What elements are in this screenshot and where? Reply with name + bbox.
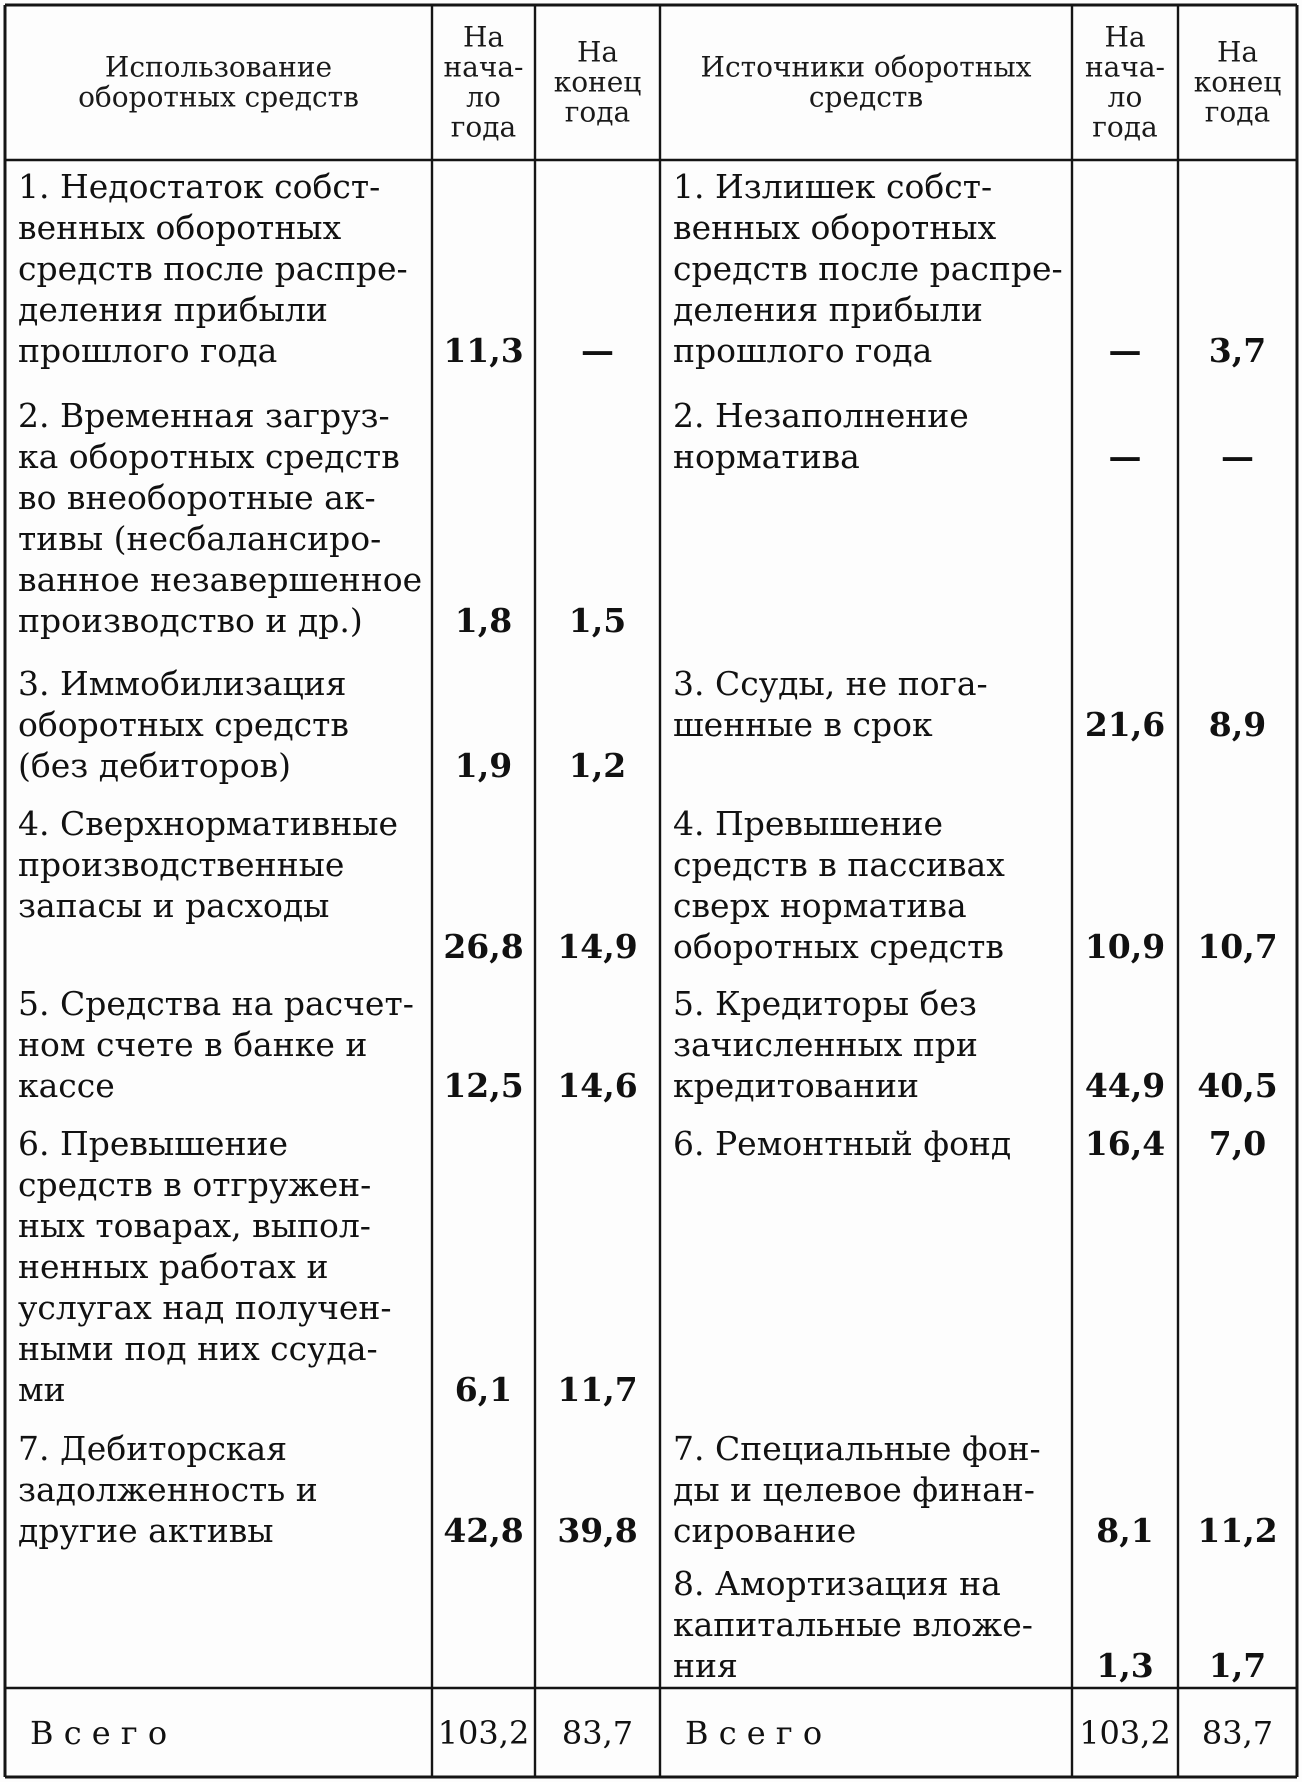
header-src-end-of-year: года [1204, 95, 1271, 129]
use-item-text: 4. Сверхнормативные [18, 804, 399, 843]
header-src-start-of-year: года [1092, 110, 1158, 144]
use-item-text: 6. Превышение [18, 1124, 288, 1163]
source-item-text: 8. Амортизация на [673, 1564, 1001, 1603]
source-item-text: кредитовании [673, 1066, 919, 1105]
use-item-text: другие активы [18, 1511, 274, 1550]
source-item-text: 1. Излишек собст- [673, 167, 993, 206]
src-start-value: — [1108, 437, 1142, 476]
use-item-text: 3. Иммобилизация [18, 664, 347, 703]
use-start-value: 26,8 [443, 927, 524, 966]
source-item-text: капитальные вложе- [673, 1605, 1033, 1644]
src-start-value: 21,6 [1084, 705, 1166, 744]
use-end-value: 14,9 [557, 927, 638, 966]
use-end-value: 11,7 [557, 1370, 638, 1409]
use-item-text: 2. Временная загруз- [18, 396, 390, 435]
source-item-text: 4. Превышение [673, 804, 943, 843]
source-item-text: ния [673, 1646, 738, 1685]
use-item-text: ка оборотных средств [18, 437, 400, 476]
use-item-text: 5. Средства на расчет- [18, 984, 414, 1023]
use-item-text: задолженность и [18, 1470, 318, 1509]
header-use-end-of-year: года [564, 95, 631, 129]
header-use-end-of-year: На [576, 35, 619, 69]
src-start-value: 44,9 [1084, 1066, 1166, 1105]
use-item-text: 1. Недостаток собст- [18, 167, 381, 206]
source-item-text: ды и целевое финан- [673, 1470, 1035, 1509]
use-end-value: 14,6 [557, 1066, 638, 1105]
use-start-value: 6,1 [454, 1370, 513, 1409]
src-end-value: 1,7 [1208, 1646, 1267, 1685]
source-item-text: 6. Ремонтный фонд [673, 1124, 1012, 1163]
use-item-text: во внеоборотные ак- [18, 478, 376, 517]
total-use-label: В с е г о [30, 1714, 168, 1752]
src-end-value: 11,2 [1197, 1511, 1278, 1550]
header-src-end-of-year: На [1216, 35, 1259, 69]
use-item-text: венных оборотных [18, 208, 342, 247]
use-end-value: 1,5 [568, 601, 627, 640]
header-use-start-of-year: нача- [443, 50, 524, 84]
src-end-value: 8,9 [1208, 705, 1267, 744]
use-item-text: ных товарах, выпол- [18, 1206, 371, 1245]
header-use-end-of-year: конец [553, 65, 642, 99]
use-item-text: ми [18, 1370, 66, 1409]
src-end-value: — [1221, 437, 1254, 476]
total-use-start: 103,2 [437, 1714, 530, 1752]
source-item-text: зачисленных при [673, 1025, 978, 1064]
use-item-text: оборотных средств [18, 705, 349, 744]
src-start-value: 10,9 [1084, 927, 1166, 966]
header-use-start-of-year: года [450, 110, 517, 144]
use-start-value: 1,8 [454, 601, 513, 640]
source-item-text: 2. Незаполнение [673, 396, 969, 435]
use-end-value: — [581, 331, 614, 370]
use-start-value: 42,8 [443, 1511, 524, 1550]
use-item-text: деления прибыли [18, 290, 328, 329]
header-use-of-funds: Использование [104, 50, 333, 84]
src-end-value: 40,5 [1197, 1066, 1278, 1105]
header-src-end-of-year: конец [1193, 65, 1282, 99]
header-use-of-funds: оборотных средств [78, 80, 359, 114]
source-item-text: венных оборотных [673, 208, 997, 247]
source-item-text: сверх норматива [673, 886, 967, 925]
src-end-value: 3,7 [1208, 331, 1267, 370]
src-end-value: 10,7 [1197, 927, 1278, 966]
total-use-end: 83,7 [561, 1714, 634, 1752]
use-item-text: ненных работах и [18, 1247, 329, 1286]
source-item-text: прошлого года [673, 331, 933, 370]
use-item-text: средств после распре- [18, 249, 408, 288]
src-start-value: 8,1 [1096, 1511, 1154, 1550]
header-src-start-of-year: ло [1107, 80, 1143, 114]
source-item-text: 7. Специальные фон- [673, 1429, 1041, 1468]
header-use-start-of-year: ло [466, 80, 501, 114]
use-item-text: 7. Дебиторская [18, 1429, 288, 1468]
source-item-text: шенные в срок [673, 705, 933, 744]
use-end-value: 39,8 [557, 1511, 638, 1550]
use-item-text: ными под них ссуда- [18, 1329, 378, 1368]
use-item-text: (без дебиторов) [18, 746, 292, 785]
source-item-text: средств после распре- [673, 249, 1063, 288]
use-item-text: тивы (несбалансиро- [18, 519, 382, 558]
source-item-text: деления прибыли [673, 290, 983, 329]
header-use-start-of-year: На [462, 20, 505, 54]
use-start-value: 12,5 [443, 1066, 524, 1105]
use-item-text: производственные [18, 845, 345, 884]
use-item-text: запасы и расходы [18, 886, 330, 925]
total-src-end: 83,7 [1201, 1714, 1274, 1752]
header-src-start-of-year: нача- [1084, 50, 1166, 84]
source-item-text: средств в пассивах [673, 845, 1005, 884]
total-src-label: В с е г о [685, 1714, 823, 1752]
source-item-text: 5. Кредиторы без [673, 984, 977, 1023]
src-end-value: 7,0 [1208, 1124, 1267, 1163]
use-item-text: производство и др.) [18, 601, 363, 640]
src-start-value: 1,3 [1096, 1646, 1154, 1685]
source-item-text: 3. Ссуды, не пога- [673, 664, 988, 703]
src-start-value: — [1108, 331, 1142, 370]
total-src-start: 103,2 [1079, 1714, 1171, 1752]
source-item-text: норматива [673, 437, 860, 476]
use-item-text: кассе [18, 1066, 115, 1105]
use-item-text: ванное незавершенное [18, 560, 423, 599]
use-start-value: 11,3 [443, 331, 524, 370]
header-src-start-of-year: На [1104, 20, 1146, 54]
use-item-text: услугах над получен- [18, 1288, 392, 1327]
src-start-value: 16,4 [1084, 1124, 1166, 1163]
header-sources-of-funds: Источники оборотных [700, 50, 1032, 84]
use-item-text: средств в отгружен- [18, 1165, 372, 1204]
source-item-text: оборотных средств [673, 927, 1004, 966]
use-item-text: ном счете в банке и [18, 1025, 368, 1064]
use-start-value: 1,9 [454, 746, 513, 785]
use-end-value: 1,2 [568, 746, 627, 785]
source-item-text: сирование [673, 1511, 857, 1550]
header-sources-of-funds: средств [808, 80, 924, 114]
use-item-text: прошлого года [18, 331, 278, 370]
